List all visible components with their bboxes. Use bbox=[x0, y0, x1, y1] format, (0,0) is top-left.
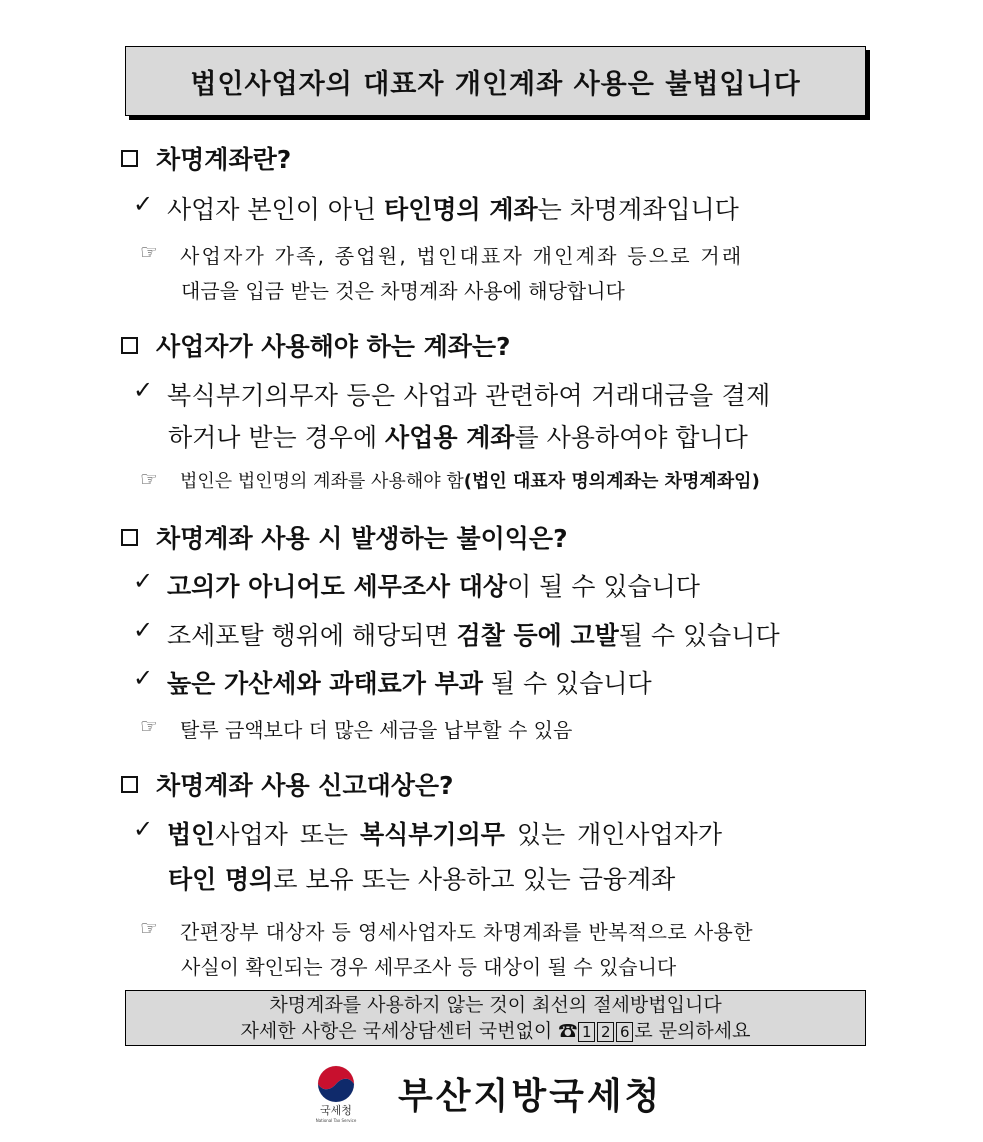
digit-box: 1 bbox=[578, 1022, 595, 1042]
square-icon bbox=[121, 776, 138, 793]
note-item: ☞ 사업자가 가족, 종업원, 법인대표자 개인계좌 등으로 거래 bbox=[140, 240, 744, 268]
pointing-hand-icon: ☞ bbox=[140, 240, 158, 264]
square-icon bbox=[121, 337, 138, 354]
info-line-2: 자세한 사항은 국세상담센터 국번없이 ☎ 1 2 6 로 문의하세요 bbox=[240, 1020, 751, 1042]
nts-logo bbox=[305, 1062, 367, 1124]
section-heading-3: 차명계좌 사용 시 발생하는 불이익은? bbox=[121, 519, 568, 555]
check-item-line2: 타인 명의로 보유 또는 사용하고 있는 금융계좌 bbox=[168, 865, 676, 894]
pointing-hand-icon: ☞ bbox=[140, 467, 158, 491]
check-item: ✓ 사업자 본인이 아닌 타인명의 계좌는 차명계좌입니다 bbox=[133, 190, 739, 224]
check-item: ✓ 고의가 아니어도 세무조사 대상이 될 수 있습니다 bbox=[133, 567, 700, 601]
check-item: ✓ 조세포탈 행위에 해당되면 검찰 등에 고발될 수 있습니다 bbox=[133, 616, 780, 650]
check-icon: ✓ bbox=[133, 190, 154, 218]
pointing-hand-icon: ☞ bbox=[140, 916, 158, 940]
page-title bbox=[125, 46, 866, 116]
check-item-line2: 하거나 받는 경우에 사업용 계좌를 사용하여야 합니다 bbox=[168, 423, 748, 452]
check-icon: ✓ bbox=[133, 567, 154, 595]
digit-box: 2 bbox=[597, 1022, 614, 1042]
check-icon: ✓ bbox=[133, 376, 154, 404]
check-item: ✓ 복식부기의무자 등은 사업과 관련하여 거래대금을 결제 bbox=[133, 376, 771, 410]
agency-name: 부산지방국세청 bbox=[398, 1076, 663, 1117]
check-icon: ✓ bbox=[133, 664, 154, 692]
note-item: ☞ 탈루 금액보다 더 많은 세금을 납부할 수 있음 bbox=[140, 714, 573, 742]
section-heading-2: 사업자가 사용해야 하는 계좌는? bbox=[121, 327, 511, 363]
note-item: ☞ 간편장부 대상자 등 영세사업자도 차명계좌를 반복적으로 사용한 bbox=[140, 916, 753, 944]
digit-box: 6 bbox=[616, 1022, 633, 1042]
phone-icon: ☎ bbox=[558, 1020, 578, 1042]
page-title-text: 법인사업자의 대표자 개인계좌 사용은 불법입니다 bbox=[190, 68, 801, 100]
logo-text-en: National Tax Service bbox=[315, 1118, 357, 1123]
info-box bbox=[125, 990, 866, 1046]
check-icon: ✓ bbox=[133, 616, 154, 644]
square-icon bbox=[121, 150, 138, 167]
info-line-1: 차명계좌를 사용하지 않는 것이 최선의 절세방법입니다 bbox=[269, 994, 722, 1016]
check-item: ✓ 법인사업자 또는 복식부기의무 있는 개인사업자가 bbox=[133, 815, 722, 849]
logo-text-kr: 국세청 bbox=[320, 1104, 352, 1117]
note-line: 사실이 확인되는 경우 세무조사 등 대상이 될 수 있습니다 bbox=[181, 955, 677, 979]
section-heading-1: 차명계좌란? bbox=[121, 140, 291, 176]
section-heading-4: 차명계좌 사용 신고대상은? bbox=[121, 766, 454, 802]
square-icon bbox=[121, 529, 138, 546]
note-item: ☞ 법인은 법인명의 계좌를 사용해야 함(법인 대표자 명의계좌는 차명계좌임) bbox=[140, 467, 760, 492]
note-line: 대금을 입금 받는 것은 차명계좌 사용에 해당합니다 bbox=[181, 279, 625, 303]
check-icon: ✓ bbox=[133, 815, 154, 843]
pointing-hand-icon: ☞ bbox=[140, 714, 158, 738]
check-item: ✓ 높은 가산세와 과태료가 부과 될 수 있습니다 bbox=[133, 664, 652, 698]
